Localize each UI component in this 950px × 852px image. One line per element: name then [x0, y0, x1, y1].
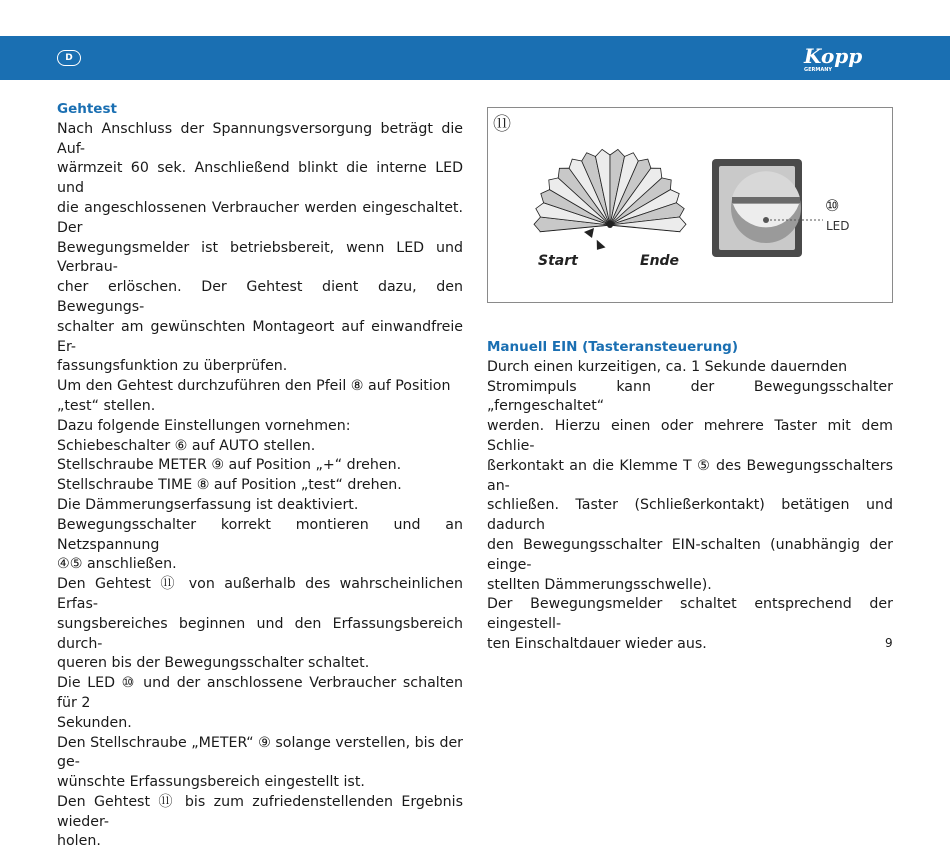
page-number: 9 [885, 636, 893, 650]
text-line: den Bewegungsschalter EIN-schalten (unabhängig der einge- [487, 536, 893, 573]
text-line: Bewegungsmelder ist betriebsbereit, wenn LED und Verbrau- [57, 239, 463, 276]
text-line: stellten Dämmerungsschwelle). [487, 576, 712, 593]
text-line: Durch einen kurzeitigen, ca. 1 Sekunde dauernden [487, 358, 848, 375]
text-line: Bewegungsschalter korrekt montieren und an Netzspannung [57, 516, 463, 553]
text-line: Die LED ⑩ und der anschlossene Verbraucher schalten für 2 [57, 675, 463, 711]
text-line: werden. Hierzu einen oder mehrere Taster mit dem Schlie- [487, 418, 893, 454]
brand-logo-sub: GERMANY [804, 67, 833, 73]
text-line: die angeschlossenen Verbraucher werden eingeschaltet. Der [57, 199, 463, 236]
text-line: cher erlöschen. Der Gehtest dient dazu, den Bewegungs- [57, 279, 463, 315]
section-heading-gehtest: Gehtest [57, 101, 117, 117]
led-number: ⑩ [825, 196, 840, 215]
text-line: ten Einschaltdauer wieder aus. [487, 635, 707, 652]
header-bar [0, 36, 950, 80]
text-line: Stellschraube METER ⑨ auf Position „+“ drehen. [57, 457, 402, 474]
text-line: queren bis der Bewegungsschalter schaltet. [57, 655, 370, 672]
text-line: sungsbereiches beginnen und den Erfassungsbereich durch- [57, 615, 463, 652]
text-line: Den Gehtest ⑪ von außerhalb des wahrscheinlichen Erfas- [57, 576, 463, 612]
led-label: LED [826, 219, 850, 233]
manuell-ein-text [487, 358, 893, 655]
text-line: wärmzeit 60 sek. Anschließend blinkt die interne LED und [57, 160, 463, 197]
end-label: Ende [640, 253, 680, 269]
text-line: ④⑤ anschließen. [57, 556, 177, 573]
text-line: schließen. Taster (Schließerkontakt) betätigen und dadurch [487, 497, 893, 534]
sensor-origin [607, 222, 613, 228]
text-line: Sekunden. [57, 714, 132, 731]
text-line: Den Stellschraube „METER“ ⑨ solange verstellen, bis der ge- [57, 734, 464, 771]
text-line: Dazu folgende Einstellungen vornehmen: [57, 417, 351, 434]
text-line: Schiebeschalter ⑥ auf AUTO stellen. [57, 437, 316, 454]
text-line: Stellschraube TIME ⑧ auf Position „test“ drehen. [57, 477, 402, 494]
text-line: wünschte Erfassungsbereich eingestellt ist. [57, 774, 365, 791]
text-line: Den Gehtest ⑪ bis zum zufriedenstellenden Ergebnis wieder- [57, 793, 463, 830]
text-line: holen. [57, 833, 101, 850]
left-column [57, 100, 463, 852]
text-line: schalter am gewünschten Montageort auf einwandfreie Er- [57, 318, 463, 355]
text-line: „test“ stellen. [57, 397, 156, 414]
text-line: Um den Gehtest durchzuführen den Pfeil ⑧ auf Position [57, 378, 451, 395]
led-icon [763, 217, 769, 223]
section-heading-manuell-ein: Manuell EIN (Tasteransteuerung) [487, 339, 739, 355]
right-column [487, 338, 893, 655]
language-badge: D [57, 50, 81, 66]
kopp-logo [800, 42, 890, 74]
text-line: ßerkontakt an die Klemme T ⑤ des Bewegungsschalters an- [487, 457, 893, 494]
motion-sensor-device [712, 159, 802, 257]
text-line: Nach Anschluss der Spannungsversorgung beträgt die Auf- [57, 120, 463, 157]
text-line: fassungsfunktion zu überprüfen. [57, 358, 288, 375]
walk-test-figure [487, 107, 893, 303]
text-line: Stromimpuls kann der Bewegungsschalter „ferngeschaltet“ [487, 378, 893, 415]
gehtest-text [57, 120, 463, 852]
detection-fan [534, 149, 686, 231]
walk-test-diagram [488, 108, 892, 302]
text-line: Der Bewegungsmelder schaltet entsprechend der eingestell- [487, 596, 893, 633]
text-line: Die Dämmerungserfassung ist deaktiviert. [57, 496, 359, 513]
start-label: Start [538, 253, 578, 269]
figure-number: ⑪ [493, 114, 511, 135]
brand-logo-text: Kopp [804, 44, 863, 68]
walk-arrows [584, 228, 607, 251]
